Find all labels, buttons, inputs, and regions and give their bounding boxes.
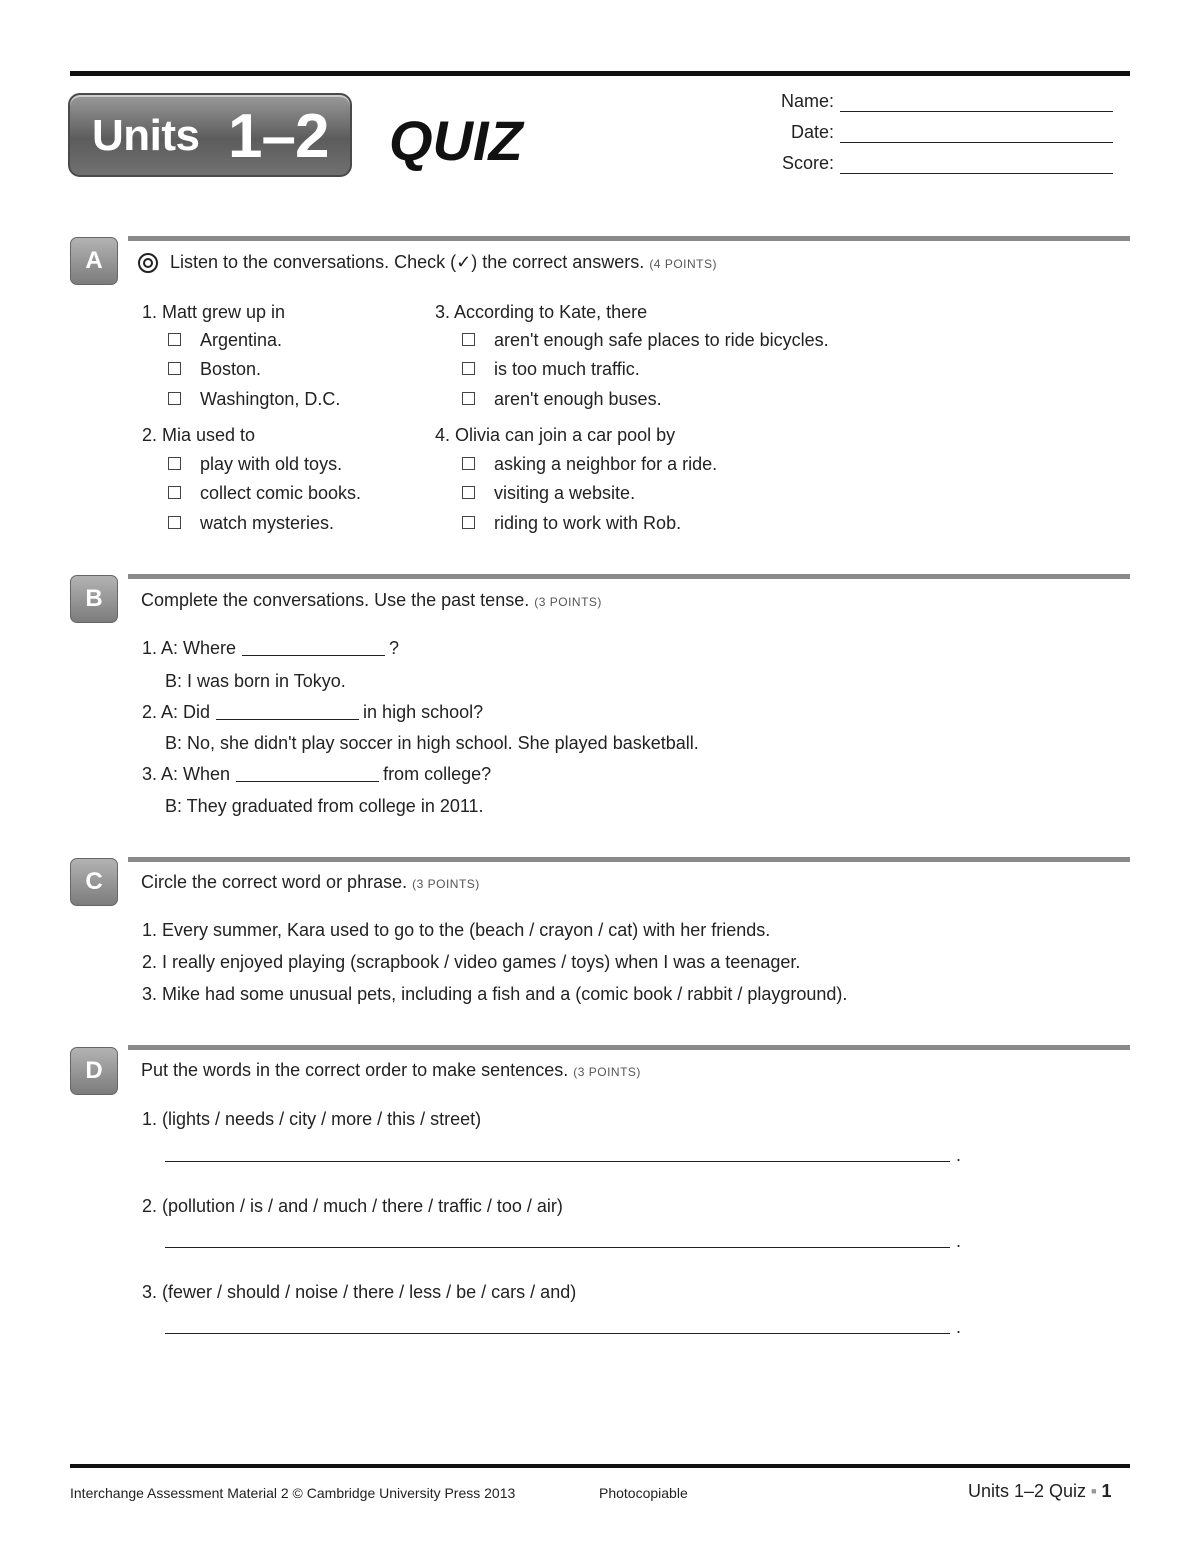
item-d3: 3. (fewer / should / noise / there / less / be / cars / and) xyxy=(142,1282,577,1302)
answer-line-d1[interactable] xyxy=(165,1161,950,1162)
top-rule xyxy=(70,71,1130,76)
item-b3-b: B: They graduated from college in 2011. xyxy=(165,796,484,816)
section-d-points: (3 POINTS) xyxy=(573,1065,641,1079)
item-d1: 1. (lights / needs / city / more / this / street) xyxy=(142,1109,482,1129)
section-b-points: (3 POINTS) xyxy=(534,595,602,609)
option-a4-1: asking a neighbor for a ride. xyxy=(494,454,718,474)
item-b1-a: 1. A: Where ? xyxy=(142,638,400,658)
period-d1: . xyxy=(956,1145,962,1165)
period-d2: . xyxy=(956,1231,962,1251)
option-a3-2: is too much traffic. xyxy=(494,359,640,379)
checkbox-a4-3[interactable] xyxy=(462,516,475,529)
date-field[interactable] xyxy=(840,142,1113,143)
period-d3: . xyxy=(956,1317,962,1337)
answer-line-d2[interactable] xyxy=(165,1247,950,1248)
checkbox-a2-1[interactable] xyxy=(168,457,181,470)
item-c1[interactable]: 1. Every summer, Kara used to go to the (beach / crayon / cat) with her friends. xyxy=(142,920,771,940)
units-badge xyxy=(68,93,352,177)
question-a4-stem: 4. Olivia can join a car pool by xyxy=(435,425,676,445)
footer-copyright: Interchange Assessment Material 2 © Cambridge University Press 2013 xyxy=(70,1485,516,1501)
section-c-instruction: Circle the correct word or phrase. (3 POINTS) xyxy=(141,872,480,892)
section-c-badge: C xyxy=(70,858,118,906)
quiz-title: QUIZ xyxy=(389,109,523,172)
option-a1-2: Boston. xyxy=(200,359,262,379)
bottom-rule xyxy=(70,1464,1130,1468)
item-b1-b: B: I was born in Tokyo. xyxy=(165,671,346,691)
section-b-instruction: Complete the conversations. Use the past tense. (3 POINTS) xyxy=(141,590,602,610)
item-b2-b: B: No, she didn't play soccer in high school. She played basketball. xyxy=(165,733,699,753)
option-a4-3: riding to work with Rob. xyxy=(494,513,682,533)
checkbox-a2-3[interactable] xyxy=(168,516,181,529)
checkbox-a1-2[interactable] xyxy=(168,362,181,375)
checkbox-a3-2[interactable] xyxy=(462,362,475,375)
section-c-points: (3 POINTS) xyxy=(412,877,480,891)
blank-b1[interactable] xyxy=(242,655,385,656)
option-a4-2: visiting a website. xyxy=(494,483,636,503)
section-d-rule xyxy=(128,1045,1130,1050)
audio-icon[interactable] xyxy=(138,253,158,273)
footer-photocopiable: Photocopiable xyxy=(599,1485,688,1501)
section-a-badge: A xyxy=(70,237,118,285)
option-a2-3: watch mysteries. xyxy=(200,513,335,533)
footer-page-label: Units 1–2 Quiz ■ 1 xyxy=(968,1481,1112,1501)
answer-line-d3[interactable] xyxy=(165,1333,950,1334)
section-d-instruction: Put the words in the correct order to make sentences. (3 POINTS) xyxy=(141,1060,641,1080)
question-a1-stem: 1. Matt grew up in xyxy=(142,302,286,322)
question-a3-stem: 3. According to Kate, there xyxy=(435,302,648,322)
item-d2: 2. (pollution / is / and / much / there / traffic / too / air) xyxy=(142,1196,563,1216)
blank-b3[interactable] xyxy=(236,781,379,782)
item-b2-a: 2. A: Did in high school? xyxy=(142,702,484,722)
score-label: Score: xyxy=(781,153,834,173)
name-field[interactable] xyxy=(840,111,1113,112)
option-a3-1: aren't enough safe places to ride bicycles. xyxy=(494,330,829,350)
checkbox-a3-1[interactable] xyxy=(462,333,475,346)
section-d-badge: D xyxy=(70,1047,118,1095)
option-a3-3: aren't enough buses. xyxy=(494,389,662,409)
page-number: 1 xyxy=(1101,1481,1112,1501)
checkbox-a2-2[interactable] xyxy=(168,486,181,499)
option-a1-3: Washington, D.C. xyxy=(200,389,341,409)
score-field[interactable] xyxy=(840,173,1113,174)
name-label: Name: xyxy=(780,91,834,111)
checkbox-a4-2[interactable] xyxy=(462,486,475,499)
section-b-badge: B xyxy=(70,575,118,623)
section-c-rule xyxy=(128,857,1130,862)
blank-b2[interactable] xyxy=(216,719,359,720)
checkbox-a3-3[interactable] xyxy=(462,392,475,405)
option-a2-2: collect comic books. xyxy=(200,483,362,503)
item-c2[interactable]: 2. I really enjoyed playing (scrapbook / video games / toys) when I was a teenager. xyxy=(142,952,801,972)
section-b-rule xyxy=(128,574,1130,579)
option-a1-1: Argentina. xyxy=(200,330,283,350)
section-a-instruction: Listen to the conversations. Check (✓) the correct answers. (4 POINTS) xyxy=(170,252,717,272)
units-numbers: 1–2 xyxy=(228,102,329,171)
checkbox-a1-1[interactable] xyxy=(168,333,181,346)
section-a-rule xyxy=(128,236,1130,241)
units-word: Units xyxy=(92,111,200,160)
item-c3[interactable]: 3. Mike had some unusual pets, including a fish and a (comic book / rabbit / playground). xyxy=(142,984,848,1004)
item-b3-a: 3. A: When from college? xyxy=(142,764,492,784)
section-a-points: (4 POINTS) xyxy=(649,257,717,271)
checkbox-a1-3[interactable] xyxy=(168,392,181,405)
question-a2-stem: 2. Mia used to xyxy=(142,425,256,445)
option-a2-1: play with old toys. xyxy=(200,454,343,474)
date-label: Date: xyxy=(790,122,834,142)
checkbox-a4-1[interactable] xyxy=(462,457,475,470)
footer-separator: ■ xyxy=(1091,1486,1097,1496)
